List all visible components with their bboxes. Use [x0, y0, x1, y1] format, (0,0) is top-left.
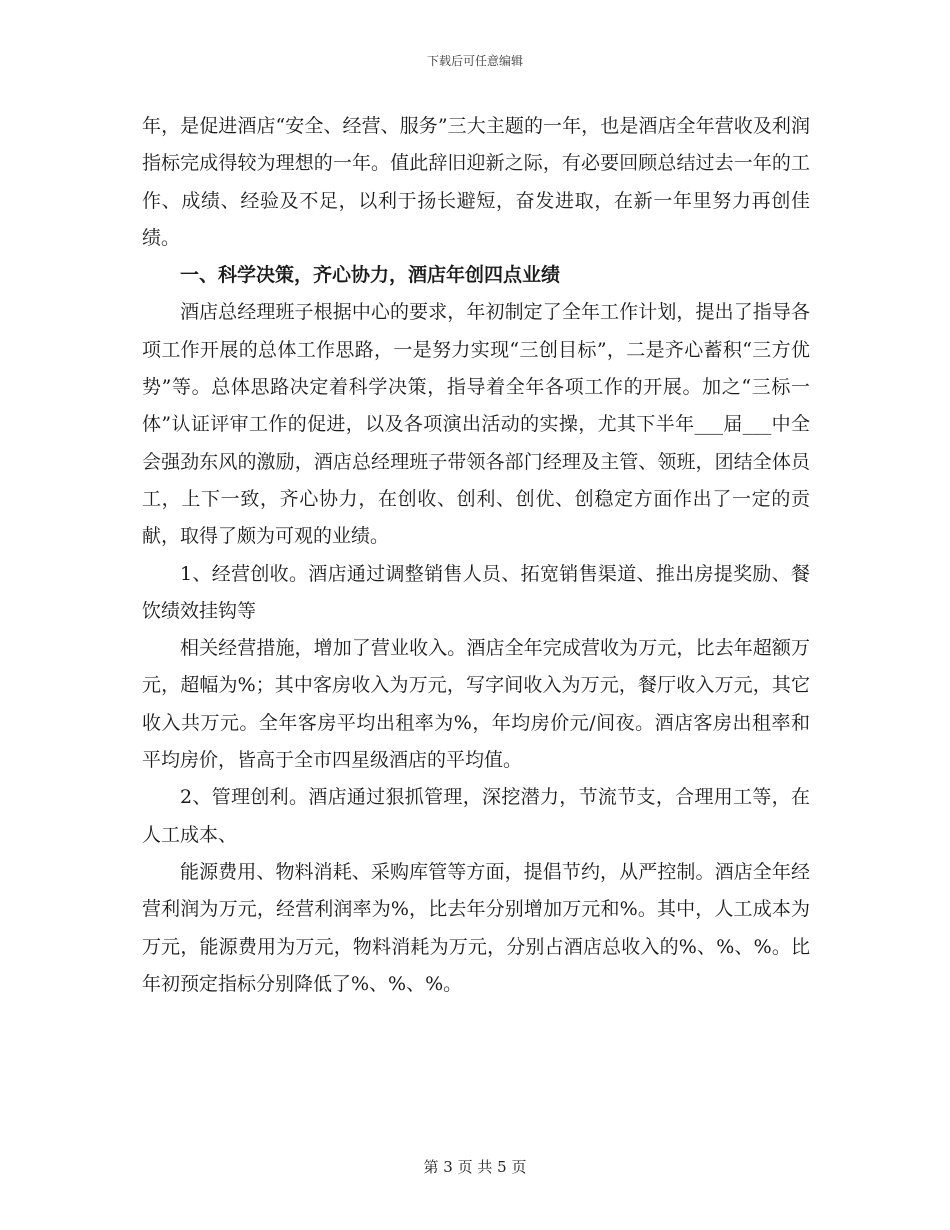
paragraph-item-2-title: 2、管理创利。酒店通过狠抓管理，深挖潜力，节流节支，合理用工等，在人工成本、	[142, 786, 810, 846]
paragraph-item-1-body: 相关经营措施，增加了营业收入。酒店全年完成营收为万元，比去年超额万元，超幅为%；其中客房收入为万元，写字间收入为万元，餐厅收入万元，其它收入共万元。全年客房平均出租率为%，年均房价元/间夜。酒店客房出租率和平均房价，皆高于全市四星级酒店的平均值。	[142, 637, 810, 772]
document-body	[142, 108, 810, 1003]
paragraph-item-2-body: 能源费用、物料消耗、采购库管等方面，提倡节约，从严控制。酒店全年经营利润为万元，经营利润率为%，比去年分别增加万元和%。其中，人工成本为万元，能源费用为万元，物料消耗为万元，分别占酒店总收入的%、%、%。比年初预定指标分别降低了%、%、%。	[142, 860, 810, 995]
section-heading: 一、科学决策，齐心协力，酒店年创四点业绩	[180, 264, 561, 287]
paragraph-intro: 年，是促进酒店“安全、经营、服务”三大主题的一年，也是酒店全年营收及利润指标完成得较为理想的一年。值此辞旧迎新之际，有必要回顾总结过去一年的工作、成绩、经验及不足，以利于扬长避短，奋发进取，在新一年里努力再创佳绩。	[142, 115, 810, 249]
paragraph-item-1-title: 1、经营创收。酒店通过调整销售人员、拓宽销售渠道、推出房提奖励、餐饮绩效挂钩等	[142, 562, 810, 622]
paragraph-overview: 酒店总经理班子根据中心的要求，年初制定了全年工作计划，提出了指导各项工作开展的总体工作思路，一是努力实现“三创目标”，二是齐心蓄积“三方优势”等。总体思路决定着科学决策，指导着全年各项工作的开展。加之“三标一体”认证评审工作的促进，以及各项演出活动的实操，尤其下半年___届___中全会强劲东风的激励，酒店总经理班子带领各部门经理及主管、领班，团结全体员工，上下一致，齐心协力，在创收、创利、创优、创稳定方面作出了一定的贡献，取得了颇为可观的业绩。	[142, 301, 810, 548]
header-note: 下载后可任意编辑	[426, 54, 523, 68]
page-number: 第 3 页 共 5 页	[423, 1158, 527, 1176]
